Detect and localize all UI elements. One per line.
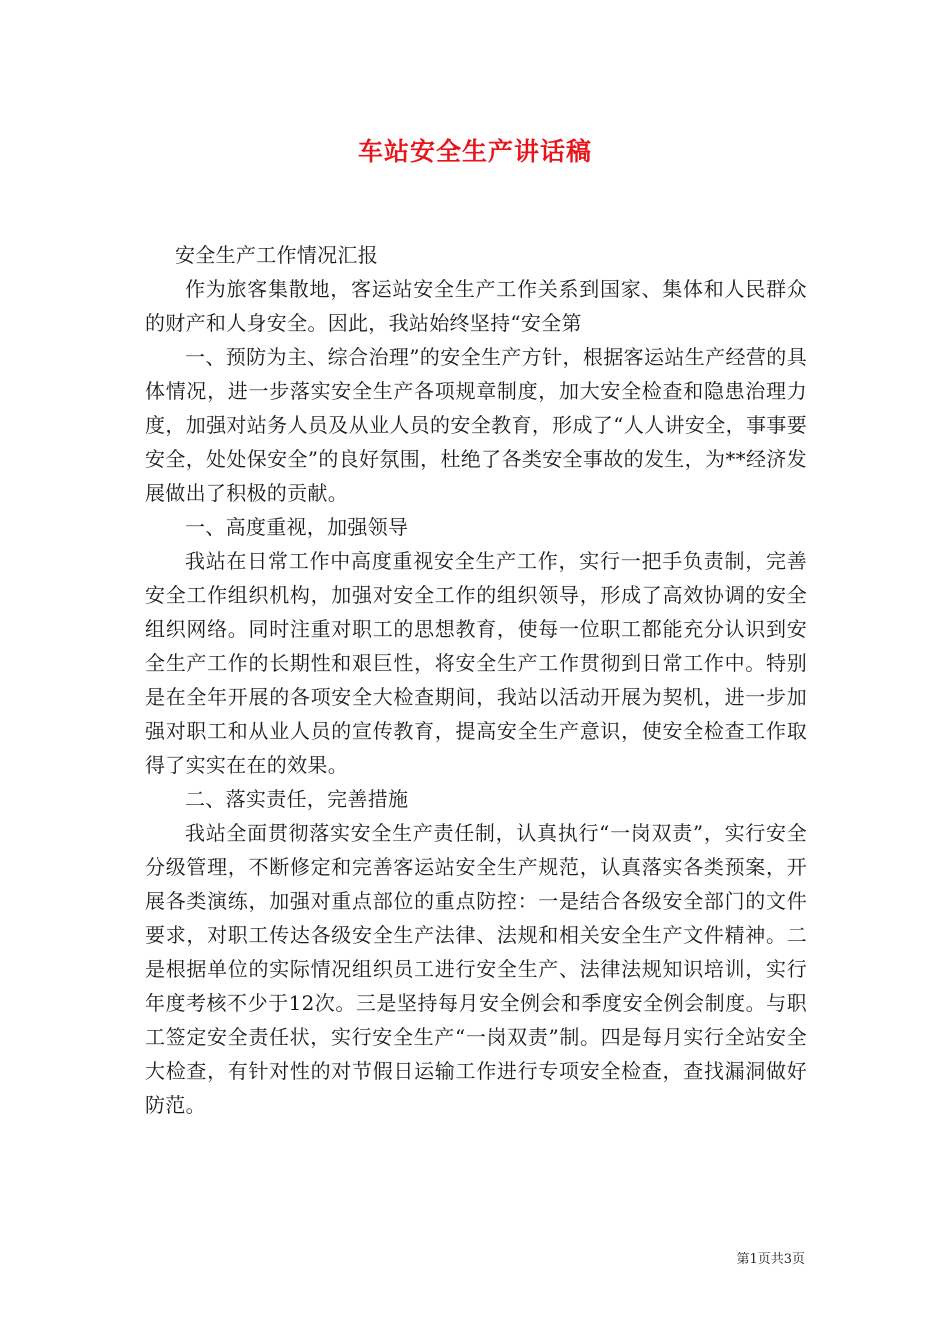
section-heading-2: 二、落实责任，完善措施	[185, 787, 409, 811]
paragraph-policy: 一、预防为主、综合治理”的安全生产方针，根据客运站生产经营的具体情况，进一步落实安全生产各项规章制度，加大安全检查和隐患治理力度，加强对站务人员及从业人员的安全教育，形成了“人人讲安全，事事要安全，处处保安全”的良好氛围，杜绝了各类安全事故的发生，为**经济发展做出了积极的贡献。	[145, 345, 807, 505]
paragraph-report-heading: 安全生产工作情况汇报	[175, 243, 378, 267]
paragraph-responsibility: 我站全面贯彻落实安全生产责任制，认真执行“一岗双责”，实行安全分级管理，不断修定和完善客运站安全生产规范，认真落实各类预案，开展各类演练，加强对重点部位的重点防控：一是结合各级安全部门的文件要求，对职工传达各级安全生产法律、法规和相关安全生产文件精神。二是根据单位的实际情况组织员工进行安全生产、法律法规知识培训，实行年度考核不少于12次。三是坚持每月安全例会和季度安全例会制度。与职工签定安全责任状，实行安全生产“一岗双责”制。四是每月实行全站安全大检查，有针对性的对节假日运输工作进行专项安全检查，查找漏洞做好防范。	[145, 821, 807, 1117]
document-body	[145, 238, 807, 1122]
page-number: 第1页共3页	[736, 1252, 805, 1267]
section-heading-1: 一、高度重视，加强领导	[185, 515, 409, 539]
document-title: 车站安全生产讲话稿	[357, 137, 592, 166]
paragraph-intro: 作为旅客集散地，客运站安全生产工作关系到国家、集体和人民群众的财产和人身安全。因此，我站始终坚持“安全第	[145, 277, 807, 335]
paragraph-leadership: 我站在日常工作中高度重视安全生产工作，实行一把手负责制，完善安全工作组织机构，加强对安全工作的组织领导，形成了高效协调的安全组织网络。同时注重对职工的思想教育，使每一位职工都能充分认识到安全生产工作的长期性和艰巨性，将安全生产工作贯彻到日常工作中。特别是在全年开展的各项安全大检查期间，我站以活动开展为契机，进一步加强对职工和从业人员的宣传教育，提高安全生产意识，使安全检查工作取得了实实在在的效果。	[145, 549, 807, 777]
